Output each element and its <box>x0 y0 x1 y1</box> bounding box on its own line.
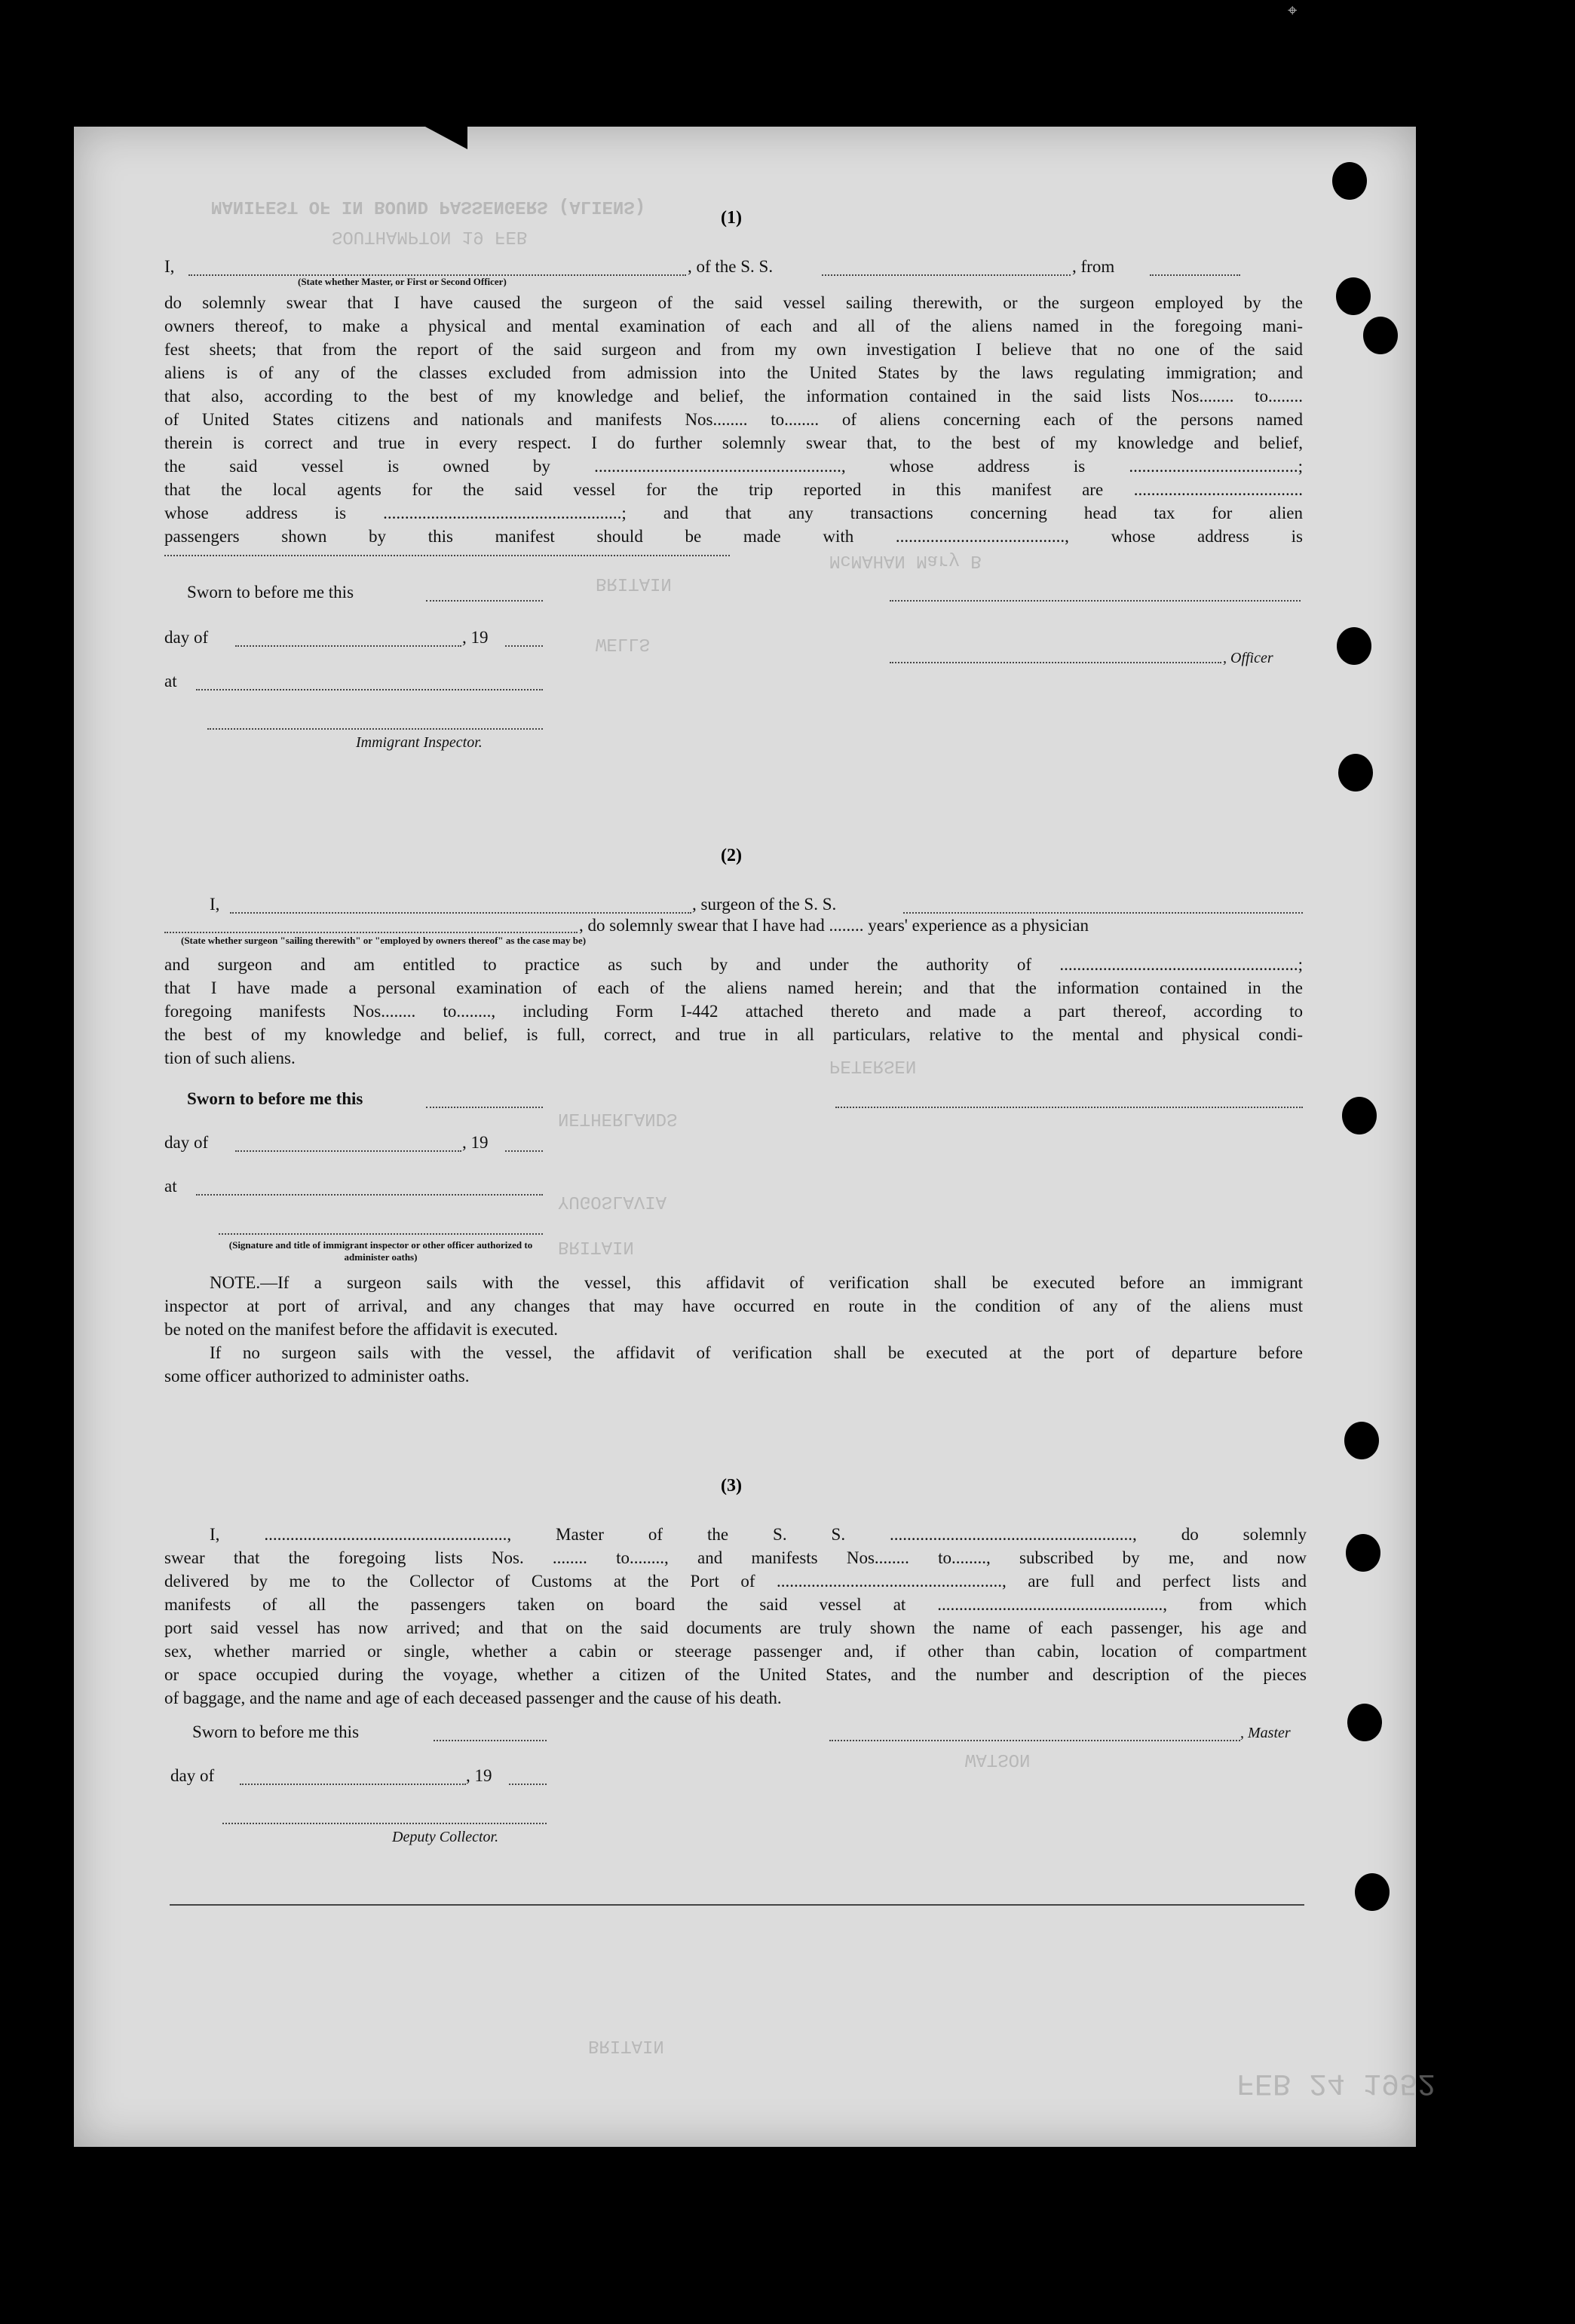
master-title: , Master <box>1240 1725 1291 1741</box>
punch-hole-6 <box>1342 1097 1377 1134</box>
inspector-signature-field-2[interactable] <box>219 1233 543 1235</box>
bleed-through-text: SOUTHAMPTON 19 FEB <box>332 226 528 246</box>
sworn-date-field[interactable] <box>426 600 543 602</box>
oath-line: sex, whether married or single, whether a cabin or steerage passenger and, if other than cabin, location of compartment <box>164 1642 1307 1661</box>
section-2-experience-line: , do solemnly swear that I have had ........ years' experience as a physician <box>579 916 1089 935</box>
sworn-before-label: Sworn to before me this <box>187 583 354 602</box>
punch-hole-8 <box>1346 1534 1380 1572</box>
year-field-2[interactable] <box>505 1150 543 1152</box>
year-field-3[interactable] <box>509 1784 547 1785</box>
at-label: at <box>164 672 177 690</box>
oath-line: owners thereof, to make a physical and mental examination of each and all of the aliens named in the foregoing mani- <box>164 317 1303 335</box>
section-1-number: (1) <box>721 208 742 228</box>
at-place-field[interactable] <box>196 689 543 690</box>
note-line: NOTE.—If a surgeon sails with the vessel, this affidavit of verification shall be executed before an immigrant <box>210 1273 1303 1292</box>
surgeon-status-field[interactable] <box>164 932 578 933</box>
oath-line: foregoing manifests Nos........ to........, including Form I-442 attached thereto and made a part thereof, according to <box>164 1002 1303 1021</box>
oath-line: that also, according to the best of my knowledge and belief, the information contained in the said lists Nos........ to........ <box>164 387 1303 406</box>
bleed-through-stamp: FEB 24 1952 <box>1236 2065 1436 2099</box>
oath-line: the best of my knowledge and belief, is full, correct, and true in all particulars, relative to the mental and physical condi- <box>164 1025 1303 1044</box>
year-label-3: , 19 <box>466 1766 492 1785</box>
oath-line: or space occupied during the voyage, whether a citizen of the United States, and the number and description of the pieces <box>164 1665 1307 1684</box>
oath-line: passengers shown by this manifest should be made with ......................................., whose address is <box>164 527 1303 546</box>
punch-hole-5 <box>1338 754 1373 792</box>
master-signature-field[interactable] <box>829 1740 1240 1741</box>
immigrant-inspector-label: Immigrant Inspector. <box>356 734 483 751</box>
note-line: If no surgeon sails with the vessel, the affidavit of verification shall be executed at the port of departure before <box>210 1343 1303 1362</box>
oath-line: port said vessel has now arrived; and that on the said documents are truly shown the name of each passenger, his age and <box>164 1618 1307 1637</box>
signature-title-note: (Signature and title of immigrant inspector or other officer authorized to administer oaths) <box>228 1239 533 1263</box>
punch-hole-4 <box>1337 627 1371 665</box>
day-of-field-2[interactable] <box>235 1150 461 1152</box>
bleed-through-heading: MANIFEST OF IN BOUND PASSENGERS (ALIENS) <box>211 196 646 216</box>
oath-line: I, ........................................................, Master of the S. S. ........................................................, do solemnly <box>210 1525 1307 1544</box>
bleed-through-text: NETHERLANDS <box>558 1108 678 1128</box>
at-label-2: at <box>164 1177 177 1196</box>
section-2-state-note: (State whether surgeon "sailing therewith" or "employed by owners thereof" as the case may be) <box>181 935 587 946</box>
oath-line: the said vessel is owned by ........................................................., whose address is .......................................; <box>164 457 1303 476</box>
vessel-name-field[interactable] <box>822 274 1071 276</box>
day-of-field-3[interactable] <box>240 1784 466 1785</box>
section-1-i: I, <box>164 257 175 276</box>
note-line: some officer authorized to administer oaths. <box>164 1367 470 1386</box>
deputy-collector-signature-field[interactable] <box>222 1823 547 1824</box>
section-1-from: , from <box>1072 257 1115 276</box>
day-of-label-3: day of <box>170 1766 215 1785</box>
deputy-collector-label: Deputy Collector. <box>392 1829 499 1845</box>
day-of-field[interactable] <box>235 645 461 647</box>
oath-line: swear that the foregoing lists Nos. ........ to........, and manifests Nos........ to........, subscribed by me, and now <box>164 1548 1307 1567</box>
bleed-through-text: WELLS <box>596 633 651 654</box>
oath-line: of baggage, and the name and age of each deceased passenger and the cause of his death. <box>164 1689 782 1707</box>
bleed-through-text: WATSON <box>965 1749 1031 1769</box>
section-2-surgeon-of-ss: , surgeon of the S. S. <box>692 895 837 914</box>
surgeon-signature-field[interactable] <box>835 1107 1303 1108</box>
oath-line: delivered by me to the Collector of Customs at the Port of ...................................................., are full and perfect lists and <box>164 1572 1307 1591</box>
oath-line: tion of such aliens. <box>164 1049 296 1067</box>
oath-line: of United States citizens and nationals and manifests Nos........ to........ of aliens concerning each of the persons named <box>164 410 1303 429</box>
punch-hole-2 <box>1336 277 1371 315</box>
punch-hole-9 <box>1347 1704 1382 1741</box>
oath-line: aliens is of any of the classes excluded from admission into the United States by the laws regulating immigration; and <box>164 363 1303 382</box>
continuation-line <box>164 555 730 556</box>
year-label-2: , 19 <box>462 1133 489 1152</box>
bottom-rule <box>170 1904 1304 1906</box>
punch-hole-10 <box>1355 1873 1390 1911</box>
officer-title-line[interactable] <box>890 662 1221 663</box>
inspector-signature-field[interactable] <box>207 728 543 730</box>
bleed-through-text: BRITAIN <box>596 573 672 593</box>
oath-line: therein is correct and true in every respect. I do further solemnly swear that, to the best of my knowledge and belief, <box>164 433 1303 452</box>
oath-line: that I have made a personal examination of each of the aliens named herein; and that the information contained in the <box>164 978 1303 997</box>
note-line: be noted on the manifest before the affidavit is executed. <box>164 1320 558 1339</box>
day-of-label: day of <box>164 628 209 647</box>
section-1-of-ss: , of the S. S. <box>688 257 774 276</box>
day-of-label-2: day of <box>164 1133 209 1152</box>
section-1-state-note: (State whether Master, or First or Second Officer) <box>298 276 507 287</box>
note-line: inspector at port of arrival, and any changes that may have occurred en route in the condition of any of the aliens must <box>164 1297 1303 1315</box>
year-field[interactable] <box>505 645 543 647</box>
section-2-number: (2) <box>721 846 742 865</box>
officer-title: , Officer <box>1223 650 1273 666</box>
scan-corner-mark: ⌖ <box>1288 2 1298 20</box>
punch-hole-7 <box>1344 1422 1379 1459</box>
at-place-field-2[interactable] <box>196 1194 543 1196</box>
year-label: , 19 <box>462 628 489 647</box>
officer-signature-field[interactable] <box>890 600 1301 602</box>
bleed-through-text: YUGOSLAVIA <box>558 1191 667 1211</box>
bleed-through-text: PETERSEN <box>829 1055 917 1076</box>
punch-hole-1 <box>1332 162 1367 200</box>
sworn-before-label-3: Sworn to before me this <box>192 1722 360 1741</box>
bleed-through-text: McMAHAN Mary B <box>829 550 982 571</box>
punch-hole-3 <box>1363 317 1398 354</box>
sworn-date-field-2[interactable] <box>426 1107 543 1108</box>
section-2-i: I, <box>210 895 220 914</box>
sworn-date-field-3[interactable] <box>434 1740 547 1741</box>
departure-port-field[interactable] <box>1150 274 1240 276</box>
bleed-through-text: BRITAIN <box>588 2035 664 2056</box>
oath-line: and surgeon and am entitled to practice as such by and under the authority of .......................................................; <box>164 955 1303 974</box>
oath-line: manifests of all the passengers taken on board the said vessel at ...................................................., from which <box>164 1595 1307 1614</box>
oath-line: that the local agents for the said vessel for the trip reported in this manifest are ....................................... <box>164 480 1303 499</box>
bleed-through-text: BRITAIN <box>558 1236 634 1257</box>
oath-line: fest sheets; that from the report of the said surgeon and from my own investigation I believe that no one of the said <box>164 340 1303 359</box>
section-3-number: (3) <box>721 1476 742 1496</box>
sworn-before-label-2: Sworn to before me this <box>187 1089 363 1108</box>
oath-line: do solemnly swear that I have caused the surgeon of the said vessel sailing therewith, or the surgeon employed by the <box>164 293 1303 312</box>
oath-line: whose address is .......................................................; and that any transactions concerning head tax for alien <box>164 504 1303 522</box>
